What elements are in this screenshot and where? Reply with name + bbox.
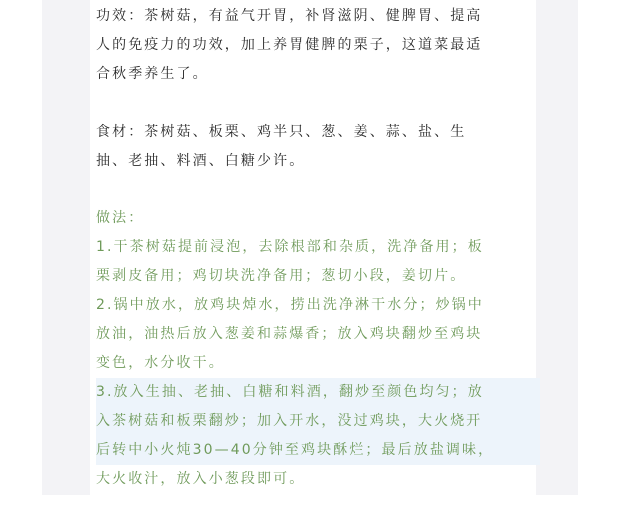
- ingredients-paragraph: [96, 118, 540, 176]
- intro-line: 人的免疫力的功效，加上养胃健脾的栗子，这道菜最适: [96, 37, 483, 53]
- step-line: 大火收汁，放入小葱段即可。: [96, 471, 306, 487]
- step-line-highlighted: 3.放入生抽、老抽、白糖和料酒，翻炒至颜色均匀；放: [96, 378, 540, 407]
- intro-line: 合秋季养生了。: [96, 66, 209, 82]
- step-line: 1.干茶树菇提前浸泡，去除根部和杂质，洗净备用；板: [96, 239, 484, 255]
- step-line-highlighted: 入茶树菇和板栗翻炒；加入开水，没过鸡块，大火烧开: [96, 407, 540, 436]
- method-heading: [96, 204, 540, 233]
- intro-paragraph: [96, 2, 540, 89]
- step-line: 2.锅中放水，放鸡块焯水，捞出洗净淋干水分；炒锅中: [96, 297, 484, 313]
- intro-line: 功效：茶树菇，有益气开胃，补肾滋阴、健脾胃、提高: [96, 8, 483, 24]
- step-line: 栗剥皮备用；鸡切块洗净备用；葱切小段，姜切片。: [96, 268, 467, 284]
- ingredients-line: 抽、老抽、料酒、白糖少许。: [96, 153, 306, 169]
- method-steps: [96, 233, 540, 494]
- step-line-highlighted: 后转中小火炖30—40分钟至鸡块酥烂；最后放盐调味，: [96, 436, 540, 465]
- step-line: 放油，油热后放入葱姜和蒜爆香；放入鸡块翻炒至鸡块: [96, 326, 483, 342]
- method-title: 做法：: [96, 210, 145, 226]
- step-line: 变色，水分收干。: [96, 355, 225, 371]
- ingredients-line: 食材：茶树菇、板栗、鸡半只、葱、姜、蒜、盐、生: [96, 124, 467, 140]
